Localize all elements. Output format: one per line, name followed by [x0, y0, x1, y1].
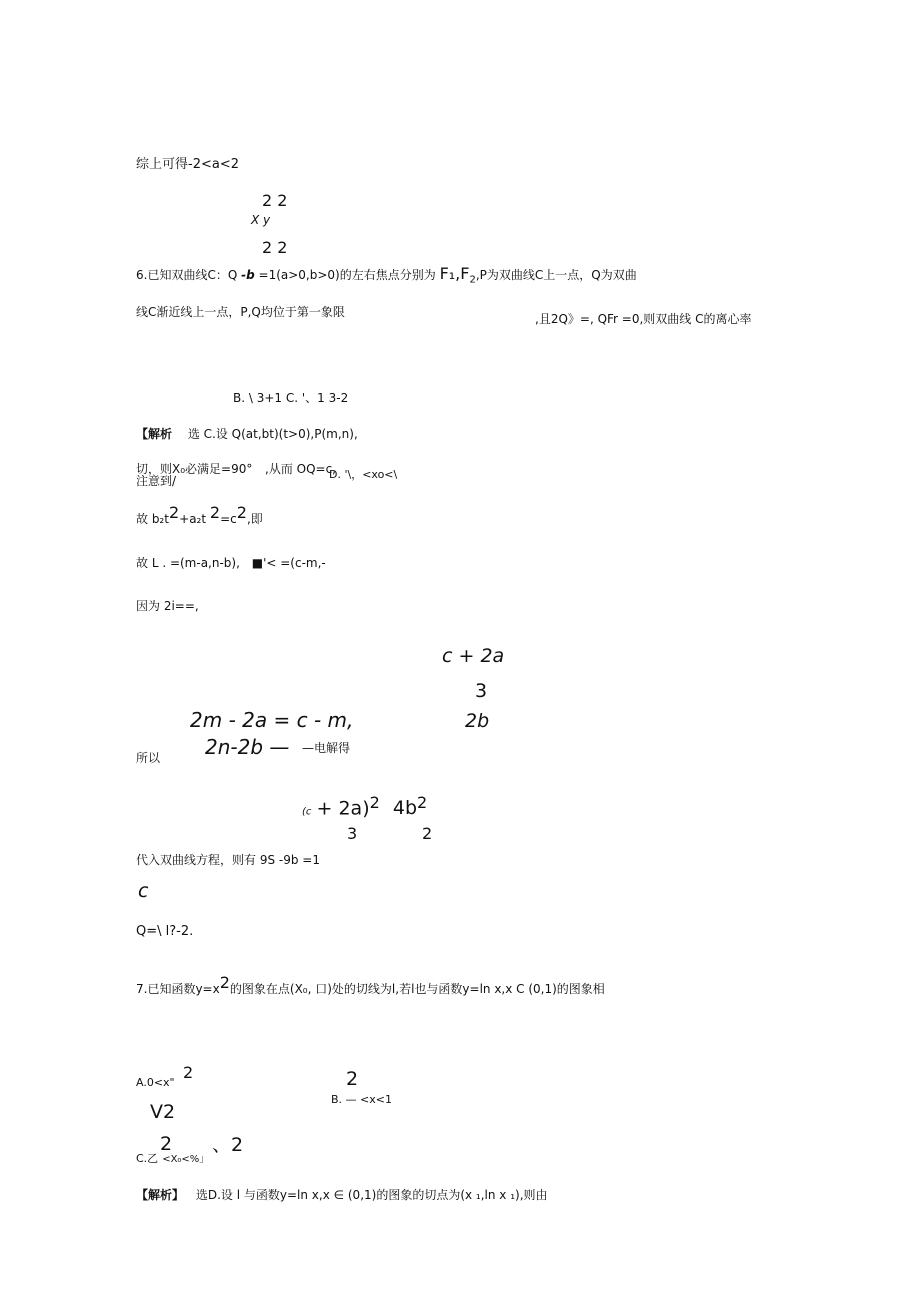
- four-b2: 4b: [392, 797, 418, 820]
- math-den-3: 3: [347, 824, 358, 843]
- sub-c: (c: [302, 806, 312, 818]
- gu1-d: ,即: [246, 512, 263, 526]
- gu1-c: =c: [220, 512, 237, 526]
- math-suoyi: 所以: [136, 751, 161, 765]
- q7-v2: V2: [150, 1101, 176, 1123]
- sub-expr: + 2a): [316, 797, 370, 820]
- four-b2-exp: 2: [417, 793, 428, 812]
- sub-exp: 2: [369, 793, 380, 812]
- q6-foci-sub: 2: [469, 274, 476, 286]
- analysis-1-body: 选 C.设 Q(at,bt)(t>0),P(m,n),: [187, 427, 358, 441]
- question-6-line2: 线C渐近线上一点，P,Q均位于第一象限: [136, 305, 345, 319]
- q6-prefix: 6.已知双曲线C：Q: [136, 268, 238, 282]
- q7-option-c-mid: <X₀<%」: [162, 1154, 210, 1165]
- fraction-numerators: 2 2: [262, 191, 288, 210]
- q6-minus-b: -b: [241, 268, 255, 282]
- q7-option-a: A.0<x": [136, 1076, 175, 1089]
- analysis-1-line-a2: ,从而 OQ=c,: [265, 462, 336, 476]
- q7-option-b-num: 2: [346, 1068, 359, 1090]
- math-c-plus-2a: c + 2a: [442, 645, 505, 667]
- math-c-letter: c: [138, 880, 149, 902]
- math-substitution: [302, 795, 427, 818]
- math-solve: —电解得: [302, 741, 351, 755]
- q6-rest: ,P为双曲线C上一点，Q为双曲: [475, 268, 637, 282]
- q7-option-c-pre: C.乙: [136, 1152, 159, 1165]
- math-denominator-3: 3: [475, 680, 488, 702]
- analysis-2: [136, 1189, 548, 1201]
- question-6-line2-right: ,且2Q》=, QFr =0,则双曲线 C的离心率: [535, 312, 752, 326]
- gu1-b: +a₂t: [179, 512, 207, 526]
- analysis-2-body: 选D.设 l 与函数y=ln x,x ∈ (0,1)的图象的切点为(x ₁,ln x ₁),则由: [195, 1188, 548, 1202]
- analysis-1-line-a3: D. '\，<xo<\: [329, 468, 398, 481]
- gu1-sup1: 2: [168, 503, 180, 522]
- q7-option-a-sup: 2: [183, 1063, 194, 1082]
- math-2b-clipped: 2b: [465, 710, 490, 732]
- fraction-denominators: 2 2: [262, 238, 288, 257]
- q7-option-c: [136, 1153, 209, 1165]
- q7-stem-sup: 2: [219, 973, 230, 992]
- analysis-1-head: 【解析: [136, 427, 173, 441]
- gu1-sup2: 2: [209, 503, 221, 522]
- because-line: 因为 2i==,: [136, 599, 199, 613]
- math-dairu-clipped: 代入双曲线方程，则有 9S -9b =1: [136, 853, 320, 867]
- analysis-2-head: 【解析】: [136, 1188, 185, 1202]
- gu1-sup3: 2: [236, 503, 247, 522]
- analysis-1-line-b: 注意到/: [136, 474, 177, 488]
- question-6-options: B. \ 3+1 C. '、1 3-2: [233, 391, 349, 405]
- math-eq1: 2m - 2a = c - m,: [190, 708, 354, 732]
- math-den-2: 2: [422, 824, 433, 843]
- question-6-stem: [136, 266, 637, 285]
- q7-option-c-num: 2: [160, 1133, 173, 1155]
- gu2-a: 故 L . =(m-a,n-b),: [136, 556, 240, 570]
- math-result: Q=\ l?-2.: [136, 924, 194, 939]
- q7-stem-a: 7.已知函数y=x: [136, 982, 220, 996]
- question-7-stem: [136, 975, 605, 995]
- q6-condition: =1(a>0,b>0)的左右焦点分别为: [258, 268, 436, 282]
- math-eq2: 2n-2b —: [205, 735, 290, 759]
- fraction-variables: X y: [251, 213, 271, 227]
- q6-foci: F₁,F: [439, 264, 470, 283]
- analysis-1-line-a: 切，则X₀必满足=90°: [136, 462, 253, 476]
- text-line-conclusion: 综上可得-2<a<2: [136, 157, 239, 172]
- q7-stem-b: 的图象在点(X₀, 口)处的切线为l,若l也与函数y=ln x,x C (0,1)的图象相: [229, 982, 605, 996]
- gu1-a: 故 b₂t: [136, 512, 169, 526]
- q7-option-b-clipped: B. — <x<1: [331, 1093, 392, 1106]
- gu-line-2: [136, 557, 326, 569]
- gu2-b: ■'< =(c-m,-: [251, 556, 326, 570]
- q7-option-c-tail: 、2: [212, 1134, 244, 1156]
- analysis-1: [136, 428, 358, 440]
- gu-line-1: [136, 505, 263, 525]
